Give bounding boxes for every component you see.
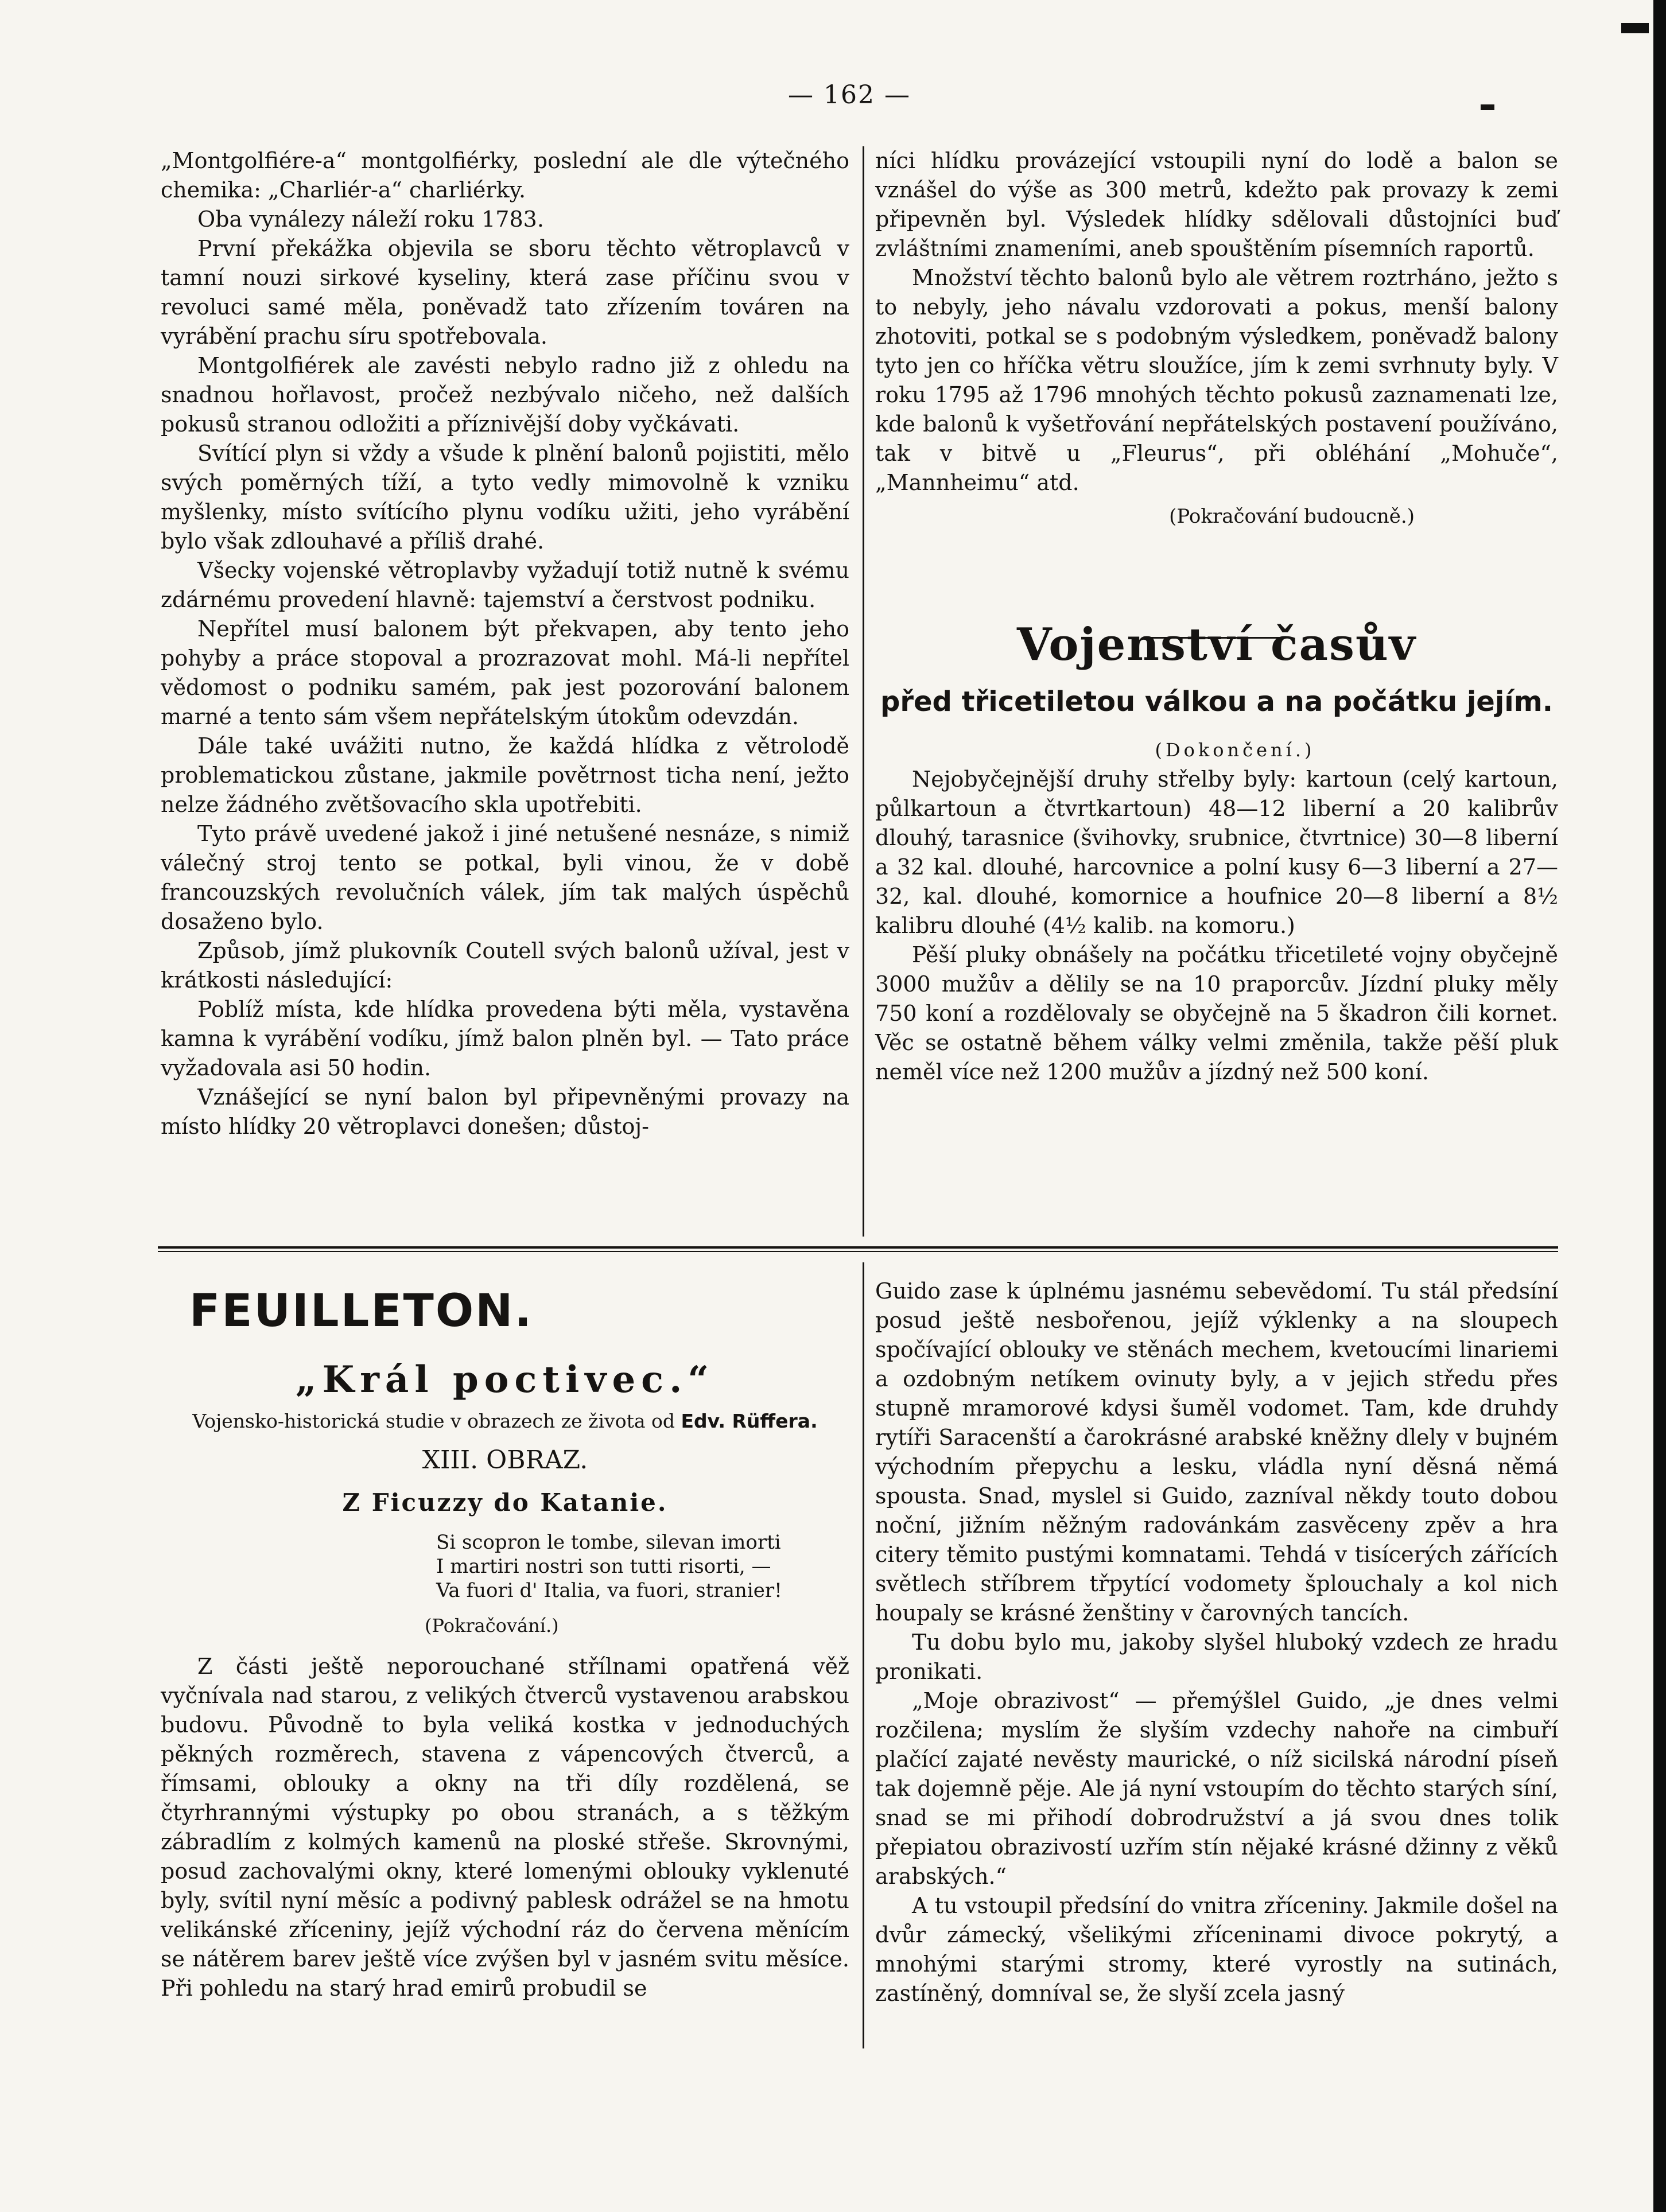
epigraph-line: Va fuori d' Italia, va fuori, stranier! xyxy=(436,1579,782,1602)
corner-mark xyxy=(1481,104,1494,110)
conclusion-label: (Dokončení.) xyxy=(1155,739,1315,761)
paragraph: Vznášející se nyní balon byl připevněnými provazy na místo hlídky 20 větroplavci donešen; důstoj- xyxy=(161,1084,849,1139)
paragraph: Množství těchto balonů bylo ale větrem roztrháno, ježto s to nebyly, jeho návalu vzdorovati a pokus, menší balony zhotoviti, potkal se s podobným výsledkem, poněvadž balony tyto jen co hříčka větru sloužíce, jím k zemi svrhnuty byly. V roku 1795 až 1796 mnohých těchto pokusů zaznamenati lze, kde balonů k vyšetřování nepřátelských postavení používáno, tak v bitvě u „Fleurus“, při obléhání „Mohuče“, „Mannheimu“ atd. xyxy=(875,265,1558,495)
paragraph: „Montgolfiére-a“ montgolfiérky, poslední ale dle výtečného chemika: „Charliér-a“ charliérky. xyxy=(161,148,849,203)
paragraph: Z části ještě neporouchané střílnami opatřená věž vyčnívala nad starou, z velikých čtverců vystavenou arabskou budovu. Původně to byla veliká kostka v jednoduchých pěkných rozměrech, stavena z vápencových čtverců, a římsami, oblouky a okny na tři díly rozdělená, se čtyrhrannými výstupky po obou stranách, a s těžkým zábradlím z kolmých kamenů na ploské střeše. Skrovnými, posud zachovalými okny, které lomenými oblouky vyklenuté byly, svítil nyní měsíc a podivný pablesk odrážel se na hmotu velikánské zříceniny, jejíž východní ráz do červena měnícím se nátěrem barev ještě více zvýšen byl v jasném svitu měsíce. Při pohledu na starý hrad emirů probudil se xyxy=(161,1654,849,2001)
paragraph: Dále také uvážiti nutno, že každá hlídka z větrolodě problematickou zůstane, jakmile povětrnost ticha není, ježto nelze žádného zvětšovacího skla upotřebiti. xyxy=(161,733,849,817)
page-number: — 162 — xyxy=(788,80,911,110)
section-divider xyxy=(158,1246,1558,1249)
scan-edge xyxy=(1653,0,1666,2212)
section-divider-thin xyxy=(158,1251,1558,1252)
column-divider-top xyxy=(863,146,864,1237)
paragraph: Nejobyčejnější druhy střelby byly: kartoun (celý kartoun, půlkartoun a čtvrtkartoun) 48—12 liberní a 20 kalibrův dlouhý, tarasnice (švihovky, srubnice, čtvrtnice) 30—8 liberní a 32 kal. dlouhé, harcovnice a polní kusy 6—3 liberní a 27—32, kal. dlouhé, komornice a houfnice 20—8 liberní a 8½ kalibru dlouhé (4½ kalib. na komoru.) xyxy=(875,767,1558,938)
article-balloons-left-column xyxy=(161,146,849,1141)
paragraph: Tyto právě uvedené jakož i jiné netušené nesnáze, s nimiž válečný stroj tento se potkal, byli vinou, že v době francouzských revolučních válek, jím tak malých úspěchů dosaženo bylo. xyxy=(161,821,849,934)
scan-mark xyxy=(1621,23,1649,33)
paragraph: níci hlídku provázející vstoupili nyní do lodě a balon se vznášel do výše as 300 metrů, kdežto pak provazy k zemi připevněn byl. Výsledek hlídky sdělovali důstojníci buď zvláštními znameními, aneb spouštěním písemních raportů. xyxy=(875,148,1558,261)
paragraph: Montgolfiérek ale zavésti nebylo radno již z ohledu na snadnou hořlavost, pročež nezbývalo ničeho, než dalších pokusů stranou odložiti a příznivější doby vyčkávati. xyxy=(161,353,849,437)
feuilleton-left-column xyxy=(161,1277,849,2003)
story-meta-text: Vojensko-historická studie v obrazech ze života od xyxy=(192,1410,675,1432)
paragraph: Nepřítel musí balonem být překvapen, aby tento jeho pohyby a práce stopoval a prozrazovat mohl. Má-li nepřítel vědomost o podniku samém, pak jest pozorování balonem marné a tento sám všem nepřátelským útokům odevzdán. xyxy=(161,616,849,729)
feuilleton-right-column xyxy=(875,1277,1558,2008)
paragraph: Guido zase k úplnému jasnému sebevědomí. Tu stál předsíní posud ještě nesbořenou, jejíž výklenky a na sloupech spočívající oblouky ve stěnách mechem, kvetoucími linariemi a ozdobným netíkem ovinuty byly, a v jejich středu přes stupně mramorové kdysi šuměl vodomet. Tam, kde druhdy rytíři Saracenští a čarokrásné arabské kněžny dlely v bujném východním přepychu a lesku, vládla nyní děsná němá spousta. Snad, myslel si Guido, zazníval někdy touto dobou noční, jižním něžným radovánkám zasvěceny zpěv a hra citery těmito pustými komnatami. Tehdá v tisícerých zářících světlech stříbrem třpytící vodomety šplouchaly a kol nich houpaly se krásné ženštiny v čarovných tancích. xyxy=(875,1278,1558,1626)
article-subtitle: před třicetiletou válkou a na počátku jejím. xyxy=(880,686,1554,718)
paragraph: Svítící plyn si vždy a všude k plnění balonů pojistiti, mělo svých poměrných tíží, a tyto vedly mimovolně k vzniku myšlenky, místo svítícího plynu vodíku užiti, jeho vyrábění bylo však zdlouhavé a příliš drahé. xyxy=(161,441,849,554)
feuilleton-heading: FEUILLETON. xyxy=(189,1285,534,1337)
chapter-number: XIII. OBRAZ. xyxy=(422,1445,588,1475)
epigraph-line: I martiri nostri son tutti risorti, — xyxy=(436,1555,771,1578)
article-title: Vojenství časův xyxy=(1017,619,1416,671)
paragraph: Pěší pluky obnášely na počátku třicetileté vojny obyčejně 3000 mužův a dělily se na 10 praporcův. Jízdní pluky měly 750 koní a rozdělovaly se obyčejně na 5 škadron čili kornet. Věc se ostatně během války velmi změnila, takže pěší pluk neměl více než 1200 mužův a jízdný než 500 koní. xyxy=(875,942,1558,1084)
paragraph: Způsob, jímž plukovník Coutell svých balonů užíval, jest v krátkosti následující: xyxy=(161,938,849,993)
story-author: Edv. Rüffera. xyxy=(681,1410,818,1432)
paragraph: „Moje obrazivost“ — přemýšlel Guido, „je dnes velmi rozčilena; myslím že slyším vzdechy nahoře na cimbuří plačící zajaté nevěsty maurické, o níž sicilská národní píseň tak dojemně pěje. Ale já nyní vstoupím do těchto starých síní, snad se mi přihodí dobrodružství a já svou dnes tolik přepiatou obrazivostí uzřím stín nějaké krásné džinny z věků arabských.“ xyxy=(875,1688,1558,1889)
paragraph: Tu dobu bylo mu, jakoby slyšel hluboký vzdech ze hradu pronikati. xyxy=(875,1630,1558,1684)
story-title: „Král poctivec.“ xyxy=(295,1358,715,1401)
chapter-title: Z Ficuzzy do Katanie. xyxy=(342,1488,668,1517)
column-divider-bottom xyxy=(863,1262,864,2048)
epigraph xyxy=(436,1530,849,1603)
story-meta xyxy=(161,1409,849,1434)
continuation-note: (Pokračování.) xyxy=(425,1615,559,1636)
paragraph: Všecky vojenské větroplavby vyžadují totiž nutně k svému zdárnému provedení hlavně: tajemství a čerstvost podniku. xyxy=(161,558,849,612)
paragraph: Poblíž místa, kde hlídka provedena býti měla, vystavěna kamna k vyrábění vodíku, jímž balon plněn byl. — Tato práce vyžadovala asi 50 hodin. xyxy=(161,997,849,1080)
article-balloons-right-column xyxy=(875,146,1558,1087)
paragraph: Oba vynálezy náleží roku 1783. xyxy=(197,207,544,232)
paragraph: A tu vstoupil předsíní do vnitra zříceniny. Jakmile došel na dvůr zámecký, všelikými zříceninami divoce pokrytý, a mnohými starými stromy, které vyrostly na sutinách, zastíněný, domníval se, že slyší zcela jasný xyxy=(875,1893,1558,2006)
continued-note: (Pokračování budoucně.) xyxy=(1169,505,1415,528)
paragraph: První překážka objevila se sboru těchto větroplavců v tamní nouzi sirkové kyseliny, která zase příčinu svou v revoluci samé měla, poněvadž tato zřízením továren na vyrábění prachu síru spotřebovala. xyxy=(161,236,849,349)
epigraph-line: Si scopron le tombe, silevan imorti xyxy=(436,1531,781,1554)
